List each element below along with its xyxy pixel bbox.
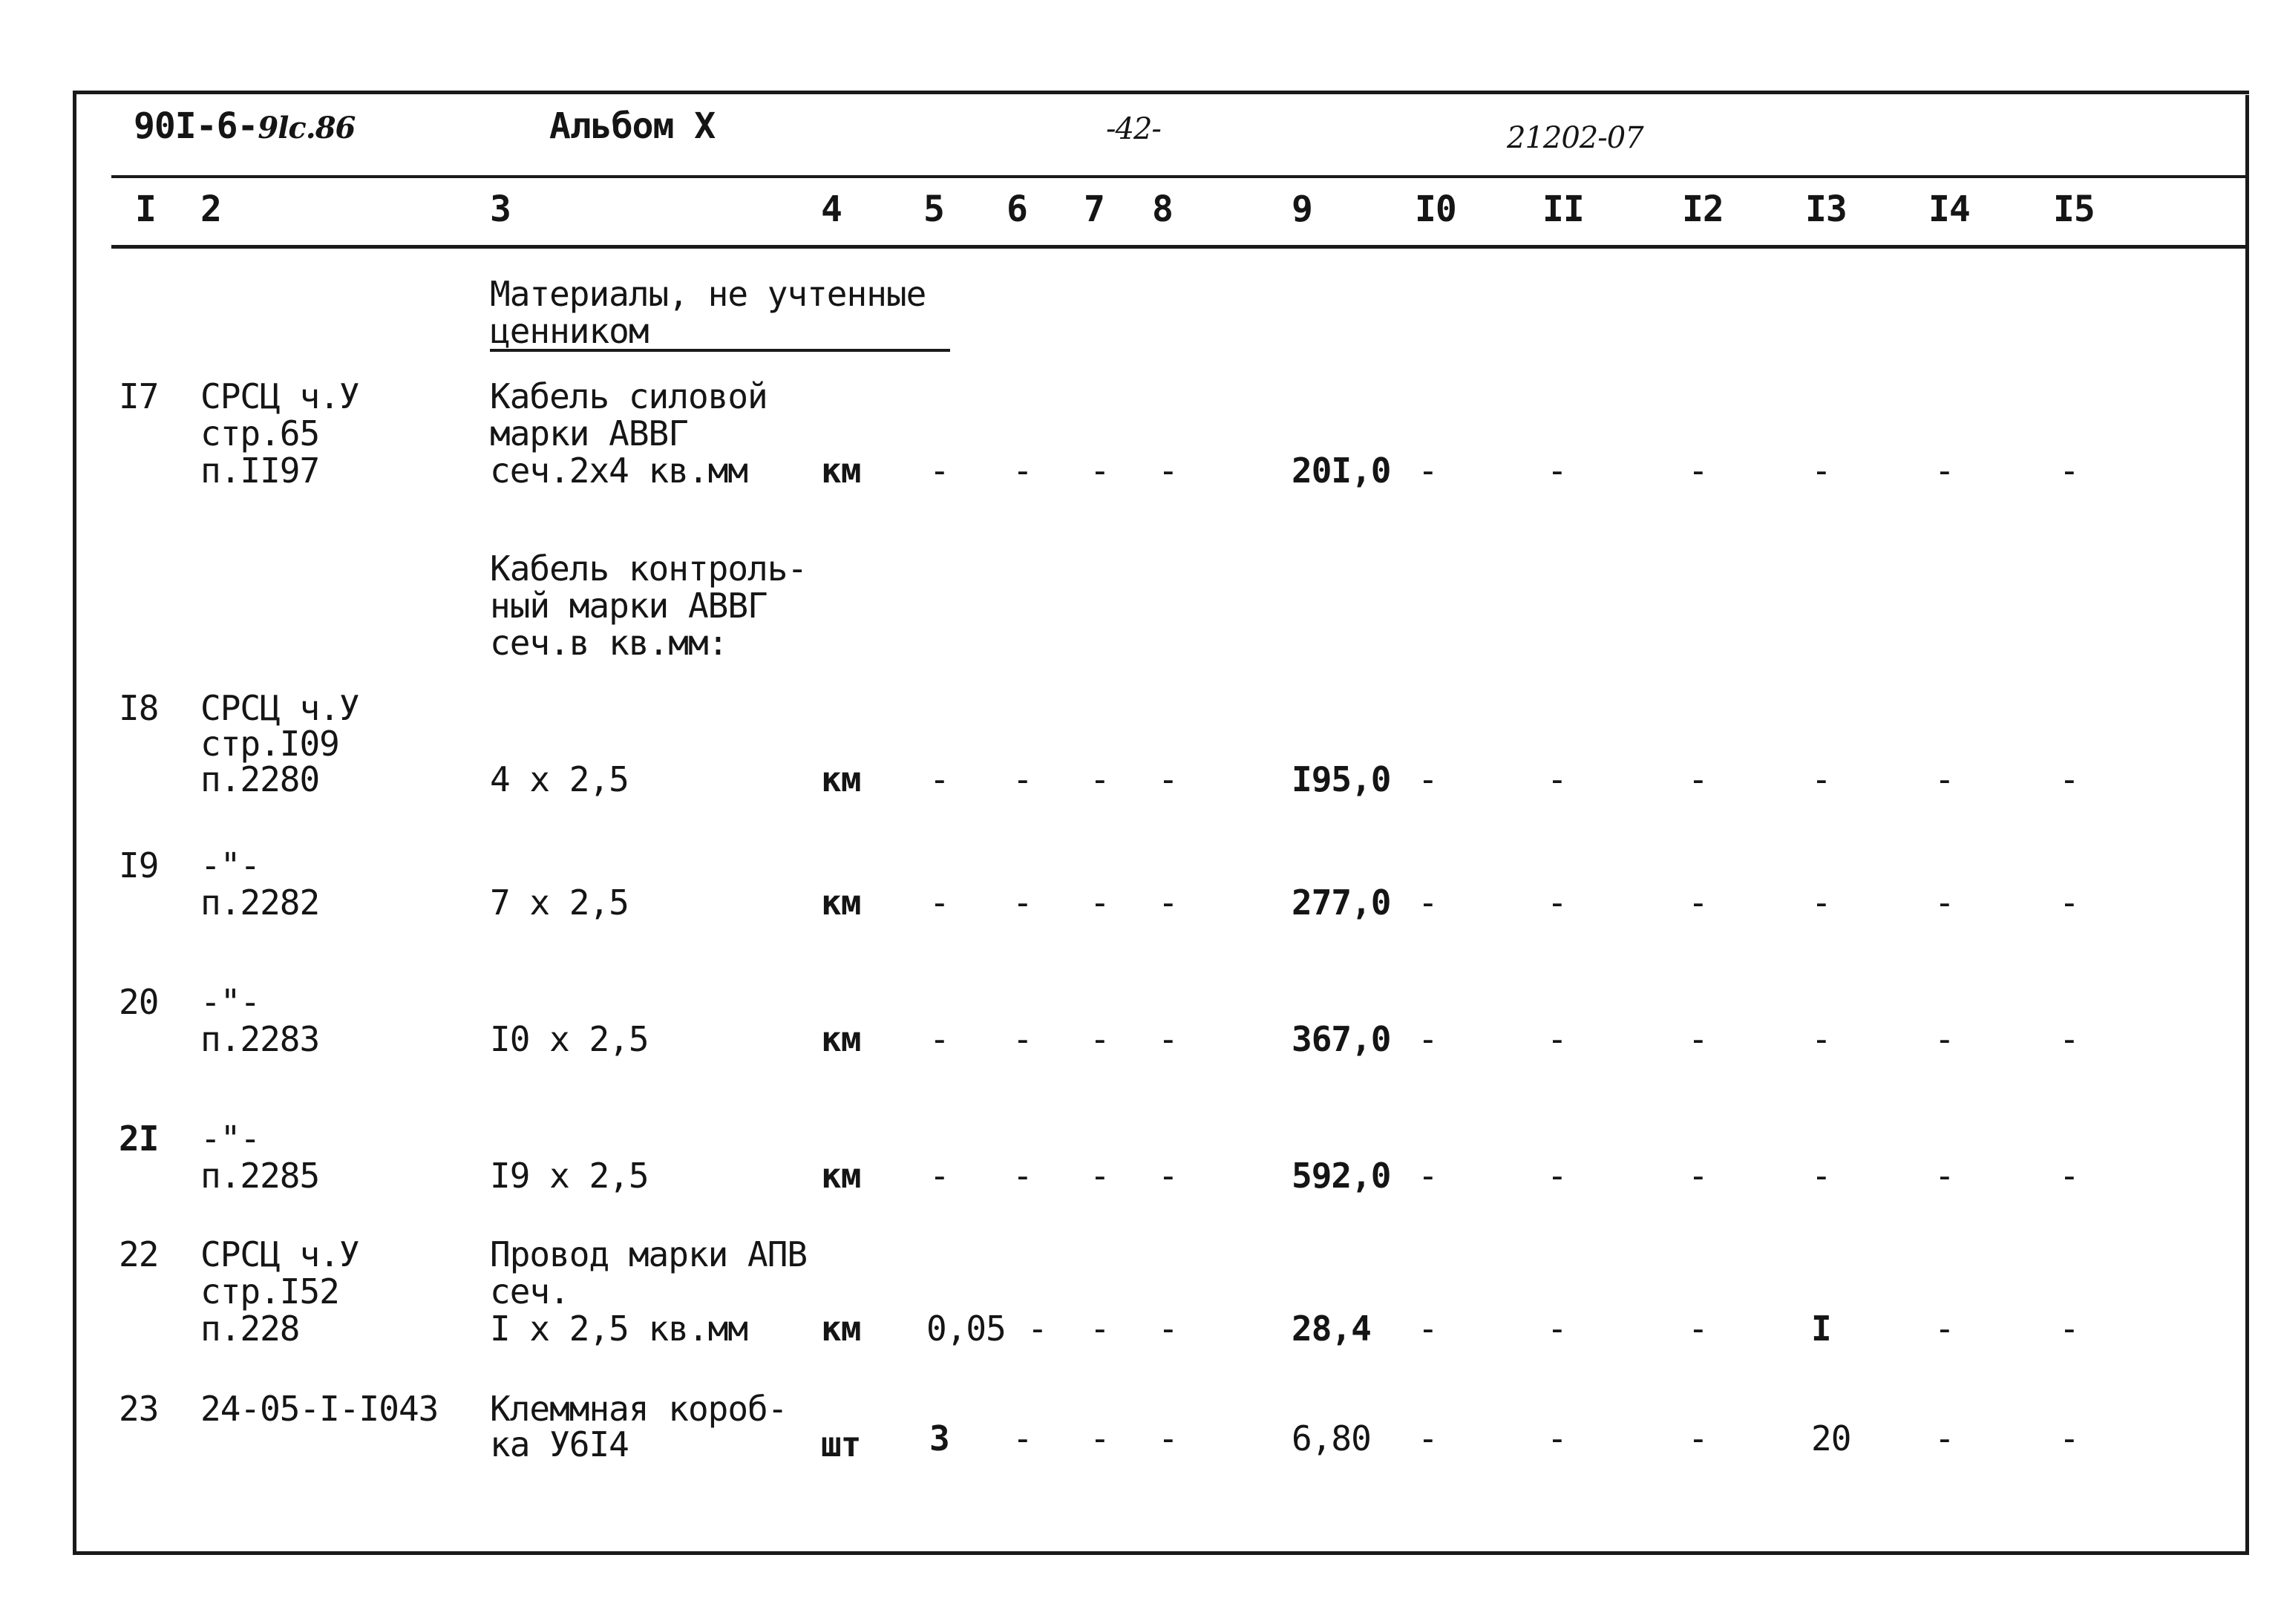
col8-cell: - <box>1158 1156 1178 1196</box>
col8-cell: - <box>1158 451 1178 491</box>
col12-cell: - <box>1688 1418 1708 1458</box>
description-line: Клеммная короб- <box>490 1389 788 1429</box>
section-title-line-1: Материалы, не учтенные <box>490 274 926 314</box>
col11-cell: - <box>1547 1418 1567 1458</box>
frame-right-line <box>2245 95 2249 1554</box>
reference-line: СРСЦ ч.У <box>200 1234 359 1274</box>
document-code-printed: 90I-6- <box>134 105 258 147</box>
col8-cell: - <box>1158 1309 1178 1349</box>
reference-line: п.II97 <box>200 451 320 491</box>
col13-cell: I <box>1811 1309 1831 1349</box>
col10-cell: - <box>1418 883 1438 923</box>
frame-top-line <box>74 91 2249 94</box>
col6-cell: - <box>1012 1019 1032 1059</box>
column-header-13: I3 <box>1805 189 1847 230</box>
col15-cell: - <box>2059 451 2079 491</box>
col15-cell: - <box>2059 1156 2079 1196</box>
description-line: сеч.в кв.мм: <box>490 623 728 663</box>
description-line: Кабель контроль- <box>490 549 808 589</box>
col6-cell: - <box>1012 1156 1032 1196</box>
price-cell: 367,0 <box>1292 1019 1391 1059</box>
column-header-2: 2 <box>200 189 221 230</box>
section-title-line-2: ценником <box>490 313 950 352</box>
reference-line: п.2285 <box>200 1156 320 1196</box>
col12-cell: - <box>1688 759 1708 799</box>
column-header-5: 5 <box>923 189 944 230</box>
col13-cell: - <box>1811 1019 1831 1059</box>
column-header-7: 7 <box>1084 189 1104 230</box>
column-header-14: I4 <box>1928 189 1970 230</box>
col14-cell: - <box>1934 1019 1954 1059</box>
column-header-6: 6 <box>1007 189 1027 230</box>
column-header-4: 4 <box>821 189 842 230</box>
col15-cell: - <box>2059 883 2079 923</box>
col12-cell: - <box>1688 1309 1708 1349</box>
col13-cell: - <box>1811 759 1831 799</box>
col7-cell: - <box>1090 1309 1110 1349</box>
col12-cell: - <box>1688 883 1708 923</box>
col5-cell: - <box>929 883 949 923</box>
col12-cell: - <box>1688 1019 1708 1059</box>
description-line: I х 2,5 кв.мм <box>490 1309 748 1349</box>
unit-cell: км <box>821 451 861 491</box>
col14-cell: - <box>1934 1418 1954 1458</box>
col13-cell: - <box>1811 883 1831 923</box>
reference-line: п.2283 <box>200 1019 320 1059</box>
col14-cell: - <box>1934 451 1954 491</box>
unit-cell: км <box>821 883 861 923</box>
col14-cell: - <box>1934 759 1954 799</box>
col15-cell: - <box>2059 1309 2079 1349</box>
document-code <box>134 105 356 147</box>
col15-cell: - <box>2059 759 2079 799</box>
col11-cell: - <box>1547 1019 1567 1059</box>
description-line: Кабель силовой <box>490 376 768 416</box>
col5-cell: 0,05 <box>926 1309 1006 1349</box>
description-line: сеч. <box>490 1271 569 1312</box>
col7-cell: - <box>1090 1019 1110 1059</box>
column-header-10: I0 <box>1415 189 1456 230</box>
col6-cell: - <box>1012 883 1032 923</box>
reference-line: п.2280 <box>200 759 320 799</box>
col5-cell: - <box>929 1019 949 1059</box>
reference-line: -"- <box>200 1119 261 1159</box>
col10-cell: - <box>1418 1309 1438 1349</box>
col11-cell: - <box>1547 759 1567 799</box>
row-number: 20 <box>119 982 159 1022</box>
description-line: I9 х 2,5 <box>490 1156 649 1196</box>
frame-left-line <box>73 91 76 1554</box>
col7-cell: - <box>1090 1156 1110 1196</box>
description-line: ка У6I4 <box>490 1424 629 1464</box>
reference-line: п.228 <box>200 1309 300 1349</box>
col5-cell: - <box>929 451 949 491</box>
col8-cell: - <box>1158 759 1178 799</box>
column-header-8: 8 <box>1152 189 1173 230</box>
price-cell: 28,4 <box>1292 1309 1371 1349</box>
col8-cell: - <box>1158 1019 1178 1059</box>
price-cell: 277,0 <box>1292 883 1391 923</box>
reference-line: -"- <box>200 982 261 1022</box>
col14-cell: - <box>1934 1309 1954 1349</box>
col5-cell: 3 <box>929 1418 949 1458</box>
column-header-1: I <box>135 189 156 230</box>
col5-cell: - <box>929 759 949 799</box>
description-line: марки АВВГ <box>490 413 688 454</box>
col6-cell: - <box>1027 1309 1047 1349</box>
column-header-divider-line <box>111 245 2245 249</box>
col10-cell: - <box>1418 1156 1438 1196</box>
row-number: I7 <box>119 376 159 416</box>
album-label: Альбом X <box>549 105 716 147</box>
col7-cell: - <box>1090 883 1110 923</box>
reference-line: СРСЦ ч.У <box>200 688 359 728</box>
col14-cell: - <box>1934 1156 1954 1196</box>
description-line: сеч.2х4 кв.мм <box>490 451 748 491</box>
row-number: I9 <box>119 845 159 885</box>
unit-cell: км <box>821 1019 861 1059</box>
reference-line: 24-05-I-I043 <box>200 1389 439 1429</box>
column-header-15: I5 <box>2053 189 2095 230</box>
reference-line: стр.65 <box>200 413 320 454</box>
price-cell: I95,0 <box>1292 759 1391 799</box>
document-code-handwritten: 9lc.86 <box>258 111 356 145</box>
col11-cell: - <box>1547 1309 1567 1349</box>
col13-cell: 20 <box>1811 1418 1851 1458</box>
col10-cell: - <box>1418 1019 1438 1059</box>
price-cell: 592,0 <box>1292 1156 1391 1196</box>
reference-line: п.2282 <box>200 883 320 923</box>
col7-cell: - <box>1090 759 1110 799</box>
document-number: 21202-07 <box>1507 121 1643 155</box>
column-header-12: I2 <box>1682 189 1724 230</box>
description-line: I0 х 2,5 <box>490 1019 649 1059</box>
row-number: 2I <box>119 1119 159 1159</box>
page-number: -42- <box>1106 112 1161 146</box>
col7-cell: - <box>1090 451 1110 491</box>
description-line: 4 х 2,5 <box>490 759 629 799</box>
column-header-3: 3 <box>490 189 511 230</box>
col14-cell: - <box>1934 883 1954 923</box>
col15-cell: - <box>2059 1418 2079 1458</box>
col15-cell: - <box>2059 1019 2079 1059</box>
title-divider-line <box>111 175 2245 178</box>
reference-line: -"- <box>200 845 261 885</box>
column-header-9: 9 <box>1292 189 1312 230</box>
col7-cell: - <box>1090 1418 1110 1458</box>
col11-cell: - <box>1547 1156 1567 1196</box>
price-cell: 6,80 <box>1292 1418 1371 1458</box>
description-line: 7 х 2,5 <box>490 883 629 923</box>
col5-cell: - <box>929 1156 949 1196</box>
col12-cell: - <box>1688 1156 1708 1196</box>
column-header-11: II <box>1542 189 1584 230</box>
reference-line: СРСЦ ч.У <box>200 376 359 416</box>
unit-cell: шт <box>821 1424 861 1464</box>
row-number: I8 <box>119 688 159 728</box>
row-number: 22 <box>119 1234 159 1274</box>
description-line: ный марки АВВГ <box>490 586 768 626</box>
description-line: Провод марки АПВ <box>490 1234 808 1274</box>
unit-cell: км <box>821 759 861 799</box>
col6-cell: - <box>1012 759 1032 799</box>
unit-cell: км <box>821 1309 861 1349</box>
price-cell: 20I,0 <box>1292 451 1391 491</box>
col8-cell: - <box>1158 883 1178 923</box>
col13-cell: - <box>1811 1156 1831 1196</box>
col8-cell: - <box>1158 1418 1178 1458</box>
frame-bottom-line <box>73 1551 2249 1555</box>
col11-cell: - <box>1547 451 1567 491</box>
col11-cell: - <box>1547 883 1567 923</box>
col6-cell: - <box>1012 1418 1032 1458</box>
col10-cell: - <box>1418 451 1438 491</box>
col10-cell: - <box>1418 1418 1438 1458</box>
reference-line: стр.I52 <box>200 1271 339 1312</box>
col12-cell: - <box>1688 451 1708 491</box>
col13-cell: - <box>1811 451 1831 491</box>
col10-cell: - <box>1418 759 1438 799</box>
col6-cell: - <box>1012 451 1032 491</box>
row-number: 23 <box>119 1389 159 1429</box>
reference-line: стр.I09 <box>200 724 339 764</box>
unit-cell: км <box>821 1156 861 1196</box>
